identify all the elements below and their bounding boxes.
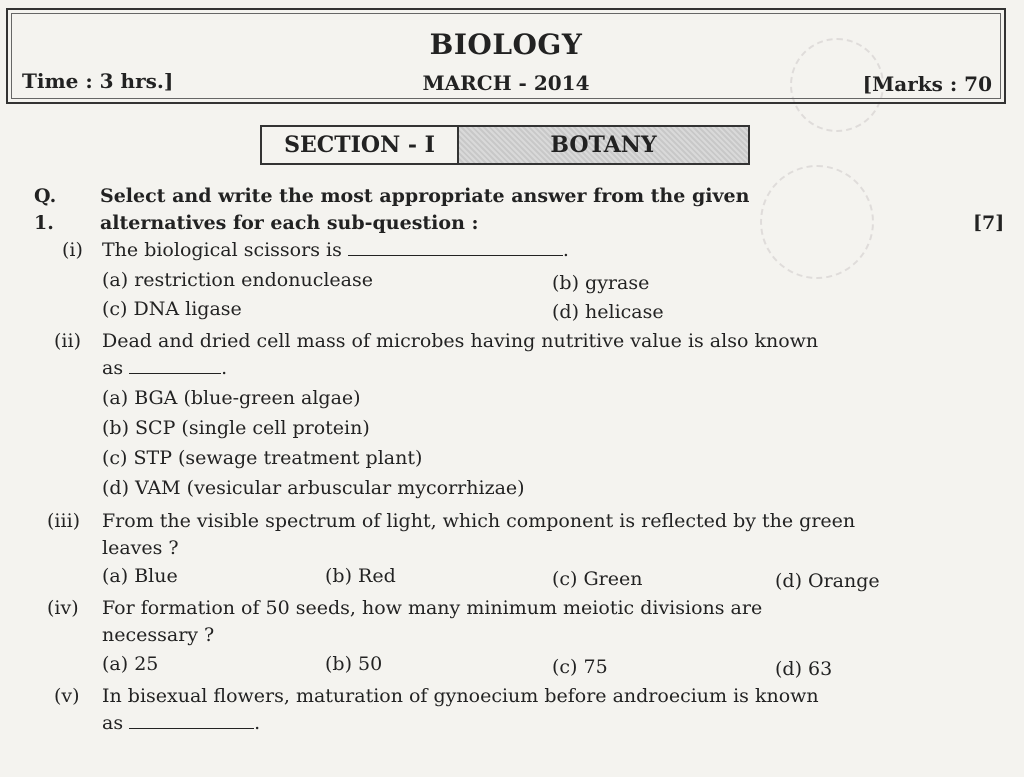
option-item: (c) Green — [552, 568, 643, 590]
question-marks: [7] — [973, 212, 1005, 234]
sub-question-5: (v) — [54, 685, 80, 707]
sub-question-1 — [62, 237, 83, 264]
sub-question-text — [102, 237, 569, 264]
section-name: BOTANY — [459, 127, 748, 163]
instruction-line-2: alternatives for each sub-question : — [100, 212, 479, 234]
option-item: (d) 63 — [775, 658, 833, 680]
question-text — [102, 355, 227, 382]
instruction-line-1: Select and write the most appropriate answer from the given — [100, 185, 750, 207]
answer-blank — [129, 355, 221, 374]
option-item: (b) Red — [325, 565, 396, 587]
section-banner — [260, 125, 750, 165]
time-label: Time : 3 hrs.] — [22, 69, 174, 93]
answer-blank — [348, 237, 563, 256]
option-item: (a) BGA (blue-green algae) — [102, 387, 361, 409]
option-item: (d) helicase — [552, 301, 664, 323]
marks-label: [Marks : 70 — [862, 72, 992, 96]
question-text — [102, 710, 260, 737]
option-item: (c) 75 — [552, 656, 608, 678]
question-text: Dead and dried cell mass of microbes having nutritive value is also known — [102, 330, 819, 352]
exam-date: MARCH - 2014 — [422, 71, 590, 95]
option-item: (c) DNA ligase — [102, 298, 242, 320]
question-end: . — [562, 239, 569, 261]
answer-blank — [129, 710, 254, 729]
question-text: For formation of 50 seeds, how many minimum meiotic divisions are — [102, 597, 763, 619]
option-item: (a) restriction endonuclease — [102, 269, 373, 291]
option-item: (c) STP (sewage treatment plant) — [102, 447, 423, 469]
question-end: . — [254, 712, 261, 734]
subject-title: BIOLOGY — [429, 28, 583, 61]
sub-question-number: (i) — [62, 239, 83, 261]
option-item: (a) Blue — [102, 565, 178, 587]
sub-question-4: (iv) — [47, 597, 79, 619]
question-text-cont: as — [102, 357, 124, 379]
question-text: From the visible spectrum of light, which component is reflected by the green — [102, 510, 856, 532]
question-instruction — [100, 183, 820, 237]
question-text: In bisexual flowers, maturation of gynoecium before androecium is known — [102, 685, 819, 707]
question-text: leaves ? — [102, 537, 179, 559]
question-text: necessary ? — [102, 624, 215, 646]
sub-question-2: (ii) — [54, 330, 81, 352]
question-end: . — [221, 357, 228, 379]
option-item: (b) gyrase — [552, 272, 650, 294]
option-item: (b) 50 — [325, 653, 383, 675]
option-item: (b) SCP (single cell protein) — [102, 417, 370, 439]
option-item: (a) 25 — [102, 653, 159, 675]
section-label: SECTION - I — [262, 127, 459, 163]
option-item: (d) Orange — [775, 570, 880, 592]
question-number: Q. 1. — [34, 185, 57, 234]
question-text-cont: as — [102, 712, 124, 734]
option-item: (d) VAM (vesicular arbuscular mycorrhizae) — [102, 477, 525, 499]
sub-question-3: (iii) — [47, 510, 81, 532]
question-text: The biological scissors is — [102, 239, 342, 261]
